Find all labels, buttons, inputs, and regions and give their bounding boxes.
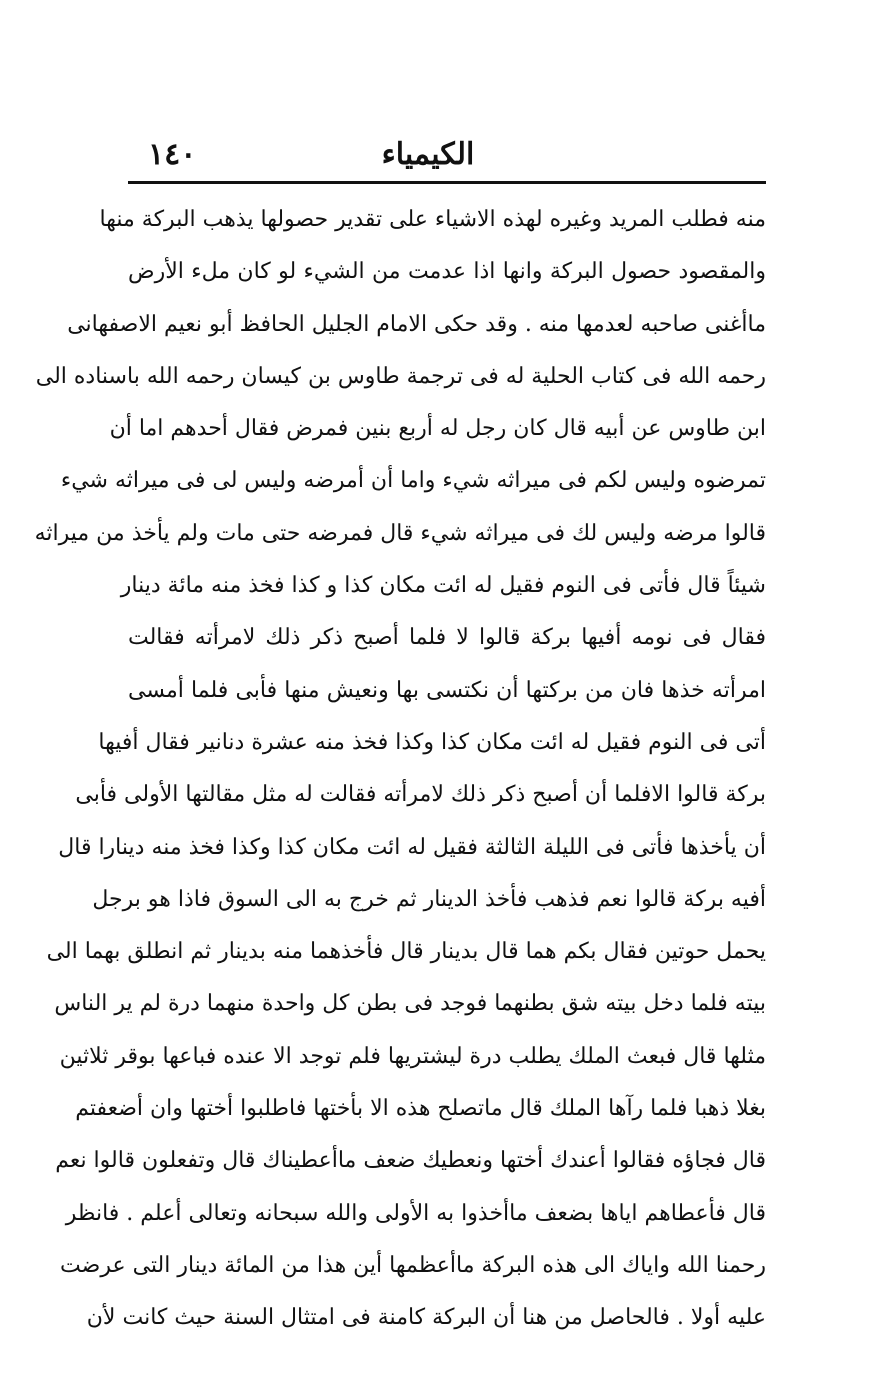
running-title: الكيمياء: [381, 137, 475, 172]
text-line: مثلها قال فبعث الملك يطلب درة ليشتريها فلم توجد الا عنده فباعها بوقر ثلاثين: [59, 1043, 766, 1069]
text-line: أفيه بركة قالوا نعم فذهب فأخذ الدينار ثم خرج به الى السوق فاذا هو برجل: [92, 886, 766, 912]
text-line: رحمنا الله واياك الى هذه البركة ماأعظمها أين هذا من المائة دينار التى عرضت: [60, 1252, 766, 1278]
text-line: تمرضوه وليس لكم فى ميراثه شيء واما أن أمرضه وليس لى فى ميراثه شيء: [60, 468, 766, 494]
text-line: شيئاً قال فأتى فى النوم فقيل له ائت مكان كذا و كذا فخذ منه مائة دينار: [120, 573, 766, 599]
text-line: ماأغنى صاحبه لعدمها منه . وقد حكى الامام الجليل الحافظ أبو نعيم الاصفهانى: [67, 311, 766, 337]
header-rule: [128, 181, 766, 184]
text-line: بركة قالوا الافلما أن أصبح ذكر ذلك لامرأته فقالت له مثل مقالتها الأولى فأبى: [75, 782, 766, 808]
text-line: رحمه الله فى كتاب الحلية له فى ترجمة طاوس بن كيسان رحمه الله باسناده الى: [35, 363, 766, 389]
text-line: ابن طاوس عن أبيه قال كان رجل له أربع بنين فمرض فقال أحدهم اما أن: [109, 416, 766, 442]
text-line: بغلا ذهبا فلما رآها الملك قال ماتصلح هذه الا بأختها فاطلبوا أختها وان أضعفتم: [75, 1096, 766, 1122]
text-line: امرأته خذها فان من بركتها أن نكتسى بها ونعيش منها فأبى فلما أمسى: [128, 677, 766, 703]
page-header: [128, 135, 766, 179]
text-line: عليه أولا . فالحاصل من هنا أن البركة كامنة فى امتثال السنة حيث كانت لأن: [86, 1305, 766, 1331]
text-line: أتى فى النوم فقيل له ائت مكان كذا وكذا فخذ منه عشرة دنانير فقال أفيها: [98, 729, 766, 755]
text-line: والمقصود حصول البركة وانها اذا عدمت من الشيء لو كان ملء الأرض: [128, 259, 766, 285]
body-text: [34, 194, 766, 1345]
text-line: بيته فلما دخل بيته شق بطنهما فوجد فى بطن كل واحدة منهما درة لم ير الناس: [54, 991, 766, 1017]
text-line: قال فأعطاهم اياها بضعف ماأخذوا به الأولى والله سبحانه وتعالى أعلم . فانظر: [65, 1200, 766, 1226]
text-line: فقال فى نومه أفيها بركة قالوا لا فلما أصبح ذكر ذلك لامرأته فقالت: [128, 625, 766, 651]
text-line: قالوا مرضه وليس لك فى ميراثه شيء قال فمرضه حتى مات ولم يأخذ من ميراثه: [34, 520, 766, 546]
text-line: قال فجاؤه فقالوا أعندك أختها ونعطيك ضعف ماأعطيناك قال وتفعلون قالوا نعم: [55, 1148, 766, 1174]
text-line: منه فطلب المريد وغيره لهذه الاشياء على تقدير حصولها يذهب البركة منها: [99, 207, 766, 232]
text-line: يحمل حوتين فقال بكم هما قال بدينار قال فأخذهما منه بدينار ثم انطلق بهما الى: [46, 939, 766, 965]
page-number: ١٤٠: [148, 137, 197, 172]
text-line: أن يأخذها فأتى فى الليلة الثالثة فقيل له ائت مكان كذا وكذا فخذ منه دينارا قال: [58, 834, 766, 860]
